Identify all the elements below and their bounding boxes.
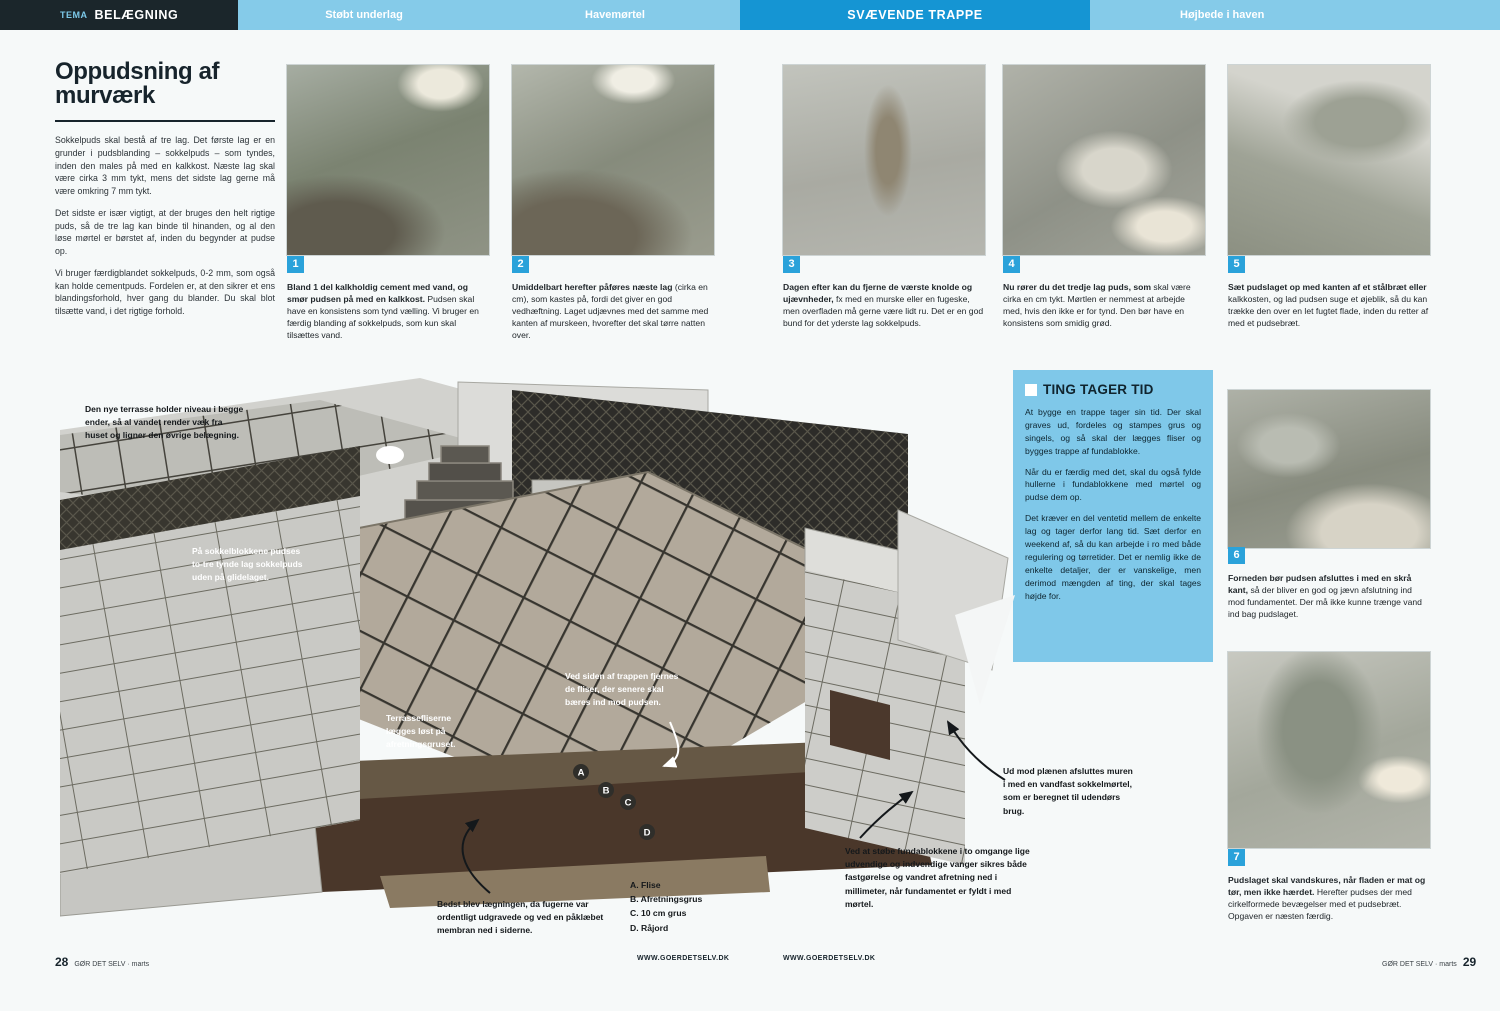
caption-lead: Umiddelbart herefter påføres næste lag [512, 282, 673, 292]
callout-bottom-left: Bedst blev lægningen, da fugerne var ordentligt udgravede og ved en påklæbet membran ned i siderne. [437, 899, 604, 936]
step-number-badge: 1 [287, 256, 304, 273]
caption-lead: Bland 1 del kalkholdig cement med vand, og smør pudsen på med en kalkkost. [287, 282, 468, 305]
layer-legend [630, 878, 702, 935]
caption-lead: Sæt pudslaget op med kanten af et stålbræt eller [1228, 282, 1427, 292]
caption-body: skal være cirka en cm tykt. Mørtlen er nemmest at arbejde med, hvis den ikke er for tynd. Den bør have en konsistens som smidig grød. [1003, 282, 1191, 329]
page-number-left: 28 [55, 955, 69, 969]
page-number-right: 29 [1462, 955, 1477, 969]
step-number-badge: 7 [1228, 849, 1245, 866]
legend-item-d: D. Råjord [630, 922, 669, 933]
legend-item-b: B. Afretningsgrus [630, 894, 703, 905]
callout-floor-right: Ved siden af trappen fjernes de fliser, der senere skal bæres ind mod pudsen. [565, 671, 679, 708]
title-divider [55, 120, 275, 122]
footer-url-2: WWW.GOERDETSELV.DK [783, 955, 876, 962]
top-nav-bar [0, 0, 1500, 30]
step-caption-1 [287, 257, 489, 341]
callout-floor-left: Terrassefliserne lægges løst på afretningsgruset. [386, 713, 456, 750]
callout-right: Ud mod plænen afsluttes muren i med en vandfast sokkelmørtel, som er beregnet til udendørs brug. [1003, 766, 1133, 816]
info-box-paragraph: Når du er færdig med det, skal du også fylde hullerne i fundablokkene med mørtel og pudse dem op. [1025, 466, 1201, 503]
step-number-badge: 4 [1003, 256, 1020, 273]
callout-bottom-right: Ved at støbe fundablokkene i to omgange lige udvendige og indvendige vanger sikres både fastgørelse og vandret afretning ned i millimeter, når fundamentet er fyldt i med mørtel. [845, 846, 1030, 909]
caption-body: (cirka en cm), som kastes på, fordi det giver en god vedhæftning. Laget udjævnes med det samme med kanten af murskeen, hvorefter det skal tørre natten over. [512, 282, 709, 341]
step-caption-6 [1228, 548, 1430, 620]
caption-body: Pudsen skal have en konsistens som tynd vælling. Vi bruger en færdig blanding af sokkelpuds, som kun skal tilsættes vand. [287, 294, 479, 341]
magazine-name-left: GØR DET SELV · marts [74, 961, 150, 968]
step-photo-7 [1228, 652, 1430, 848]
tema-block [0, 0, 238, 30]
caption-body: Herefter pudses der med cirkelformede bevægelser med et pudsebræt. Opgaven er næsten færdig. [1228, 887, 1412, 922]
article-column [55, 60, 275, 327]
caption-lead: Dagen efter kan du fjerne de værste knolde og ujævnheder, [783, 282, 973, 305]
article-paragraph: Det sidste er især vigtigt, at der bruges den helt rigtige puds, så de tre lag kan binde til hinanden, og al den løse mørtel er børstet af, inden du begynder at pudse op. [55, 207, 275, 256]
legend-item-a: A. Flise [630, 880, 661, 890]
info-box-paragraph: At bygge en trappe tager sin tid. Der skal graves ud, fordeles og stampes grus og singels, og så skal der lægges fliser og bygges trappe af fundablokke. [1025, 407, 1201, 456]
step-photo-4 [1003, 65, 1205, 255]
footer-url-1: WWW.GOERDETSELV.DK [637, 955, 730, 962]
caption-lead: Nu rører du det tredje lag puds, som [1003, 282, 1152, 292]
step-caption-7 [1228, 850, 1430, 922]
step-number-badge: 5 [1228, 256, 1245, 273]
step-number-badge: 3 [783, 256, 800, 273]
step-number-badge: 2 [512, 256, 529, 273]
legend-item-c: C. 10 cm grus [630, 908, 687, 919]
step-caption-2 [512, 257, 714, 341]
footer-left [55, 955, 149, 969]
step-photo-6 [1228, 390, 1430, 548]
info-box-paragraph: Det kræver en del ventetid mellem de enkelte lag og tager derfor lang tid. Sæt derfor en weekend af, så du kan arbejde i ro med både regulering og tørretider. Det er nemlig ikke de enkelte detaljer, der er vanskelige, men derimod mængden af ting, der skal tages højde for. [1025, 513, 1201, 601]
layer-marker-d: D [643, 827, 651, 839]
callout-top-left: Den nye terrasse holder niveau i begge ender, så al vandet render væk fra huset og ligner den øvrige belægning. [85, 404, 244, 441]
layer-marker-b: B [602, 785, 610, 797]
tema-label: TEMA [60, 10, 88, 20]
tab-stobt-underlag[interactable]: Støbt underlag [238, 0, 490, 30]
caption-body: så der bliver en god og jævn afslutning ind mod fundamentet. Der må ikke kunne trænge vand ind bag pudslaget. [1228, 585, 1422, 620]
caption-lead: Pudslaget skal vandskures, når fladen er mat og tør, men ikke hærdet. [1228, 875, 1426, 898]
article-paragraph: Vi bruger færdigblandet sokkelpuds, 0-2 mm, som også kan holde cementpuds. Fordelen er, at den sikrer et ens blandingsforhold, hver gang du blander. Du skal blot tilsætte vand, i det rigtige forhold. [55, 267, 275, 316]
layer-marker-c: C [624, 797, 632, 809]
callout-wall-left: På sokkelblokkene pudses to-tre tynde lag sokkelpuds uden på glidelaget. [192, 546, 303, 583]
step-photo-1 [287, 65, 489, 255]
step-caption-3 [783, 257, 985, 329]
step-photo-5 [1228, 65, 1430, 255]
step-caption-4 [1003, 257, 1205, 329]
tab-svaevende-trappe-active[interactable]: SVÆVENDE TRAPPE [740, 0, 1090, 30]
step-photo-3 [783, 65, 985, 255]
magazine-name-right: GØR DET SELV · marts [1382, 961, 1457, 968]
step-number-badge: 6 [1228, 547, 1245, 564]
caption-body: fx med en murske eller en fugeske, men overfladen må gerne være lidt ru. Det er en god bund for det yderste lag sokkelpuds. [783, 294, 984, 329]
caption-lead: Forneden bør pudsen afsluttes i med en skrå kant, [1228, 573, 1412, 596]
tema-title: BELÆGNING [94, 8, 179, 22]
caption-body: kalkkosten, og lad pudsen suge et øjeblik, så du kan trække den over en let fugtet flade, inden du retter af med et pudsebræt. [1228, 294, 1429, 329]
step-photo-2 [512, 65, 714, 255]
footer-right [1382, 955, 1476, 969]
tab-havemortel[interactable]: Havemørtel [490, 0, 740, 30]
step-caption-5 [1228, 257, 1430, 329]
page-title: Oppudsning af murværk [55, 58, 220, 109]
info-box-title: TING TAGER TID [1043, 382, 1154, 397]
tab-hojbede[interactable]: Højbede i haven [1090, 0, 1500, 30]
layer-marker-a: A [577, 767, 585, 779]
article-paragraph: Sokkelpuds skal bestå af tre lag. Det første lag er en grunder i pudsblanding – sokkelpuds – som tyndes, inden den males på med en kalkkost. Næste lag skal være cirka 3 mm tykt, mens det sidste lag gerne må være omkring 7 mm tykt. [55, 135, 275, 196]
terrace-illustration [60, 360, 1140, 958]
